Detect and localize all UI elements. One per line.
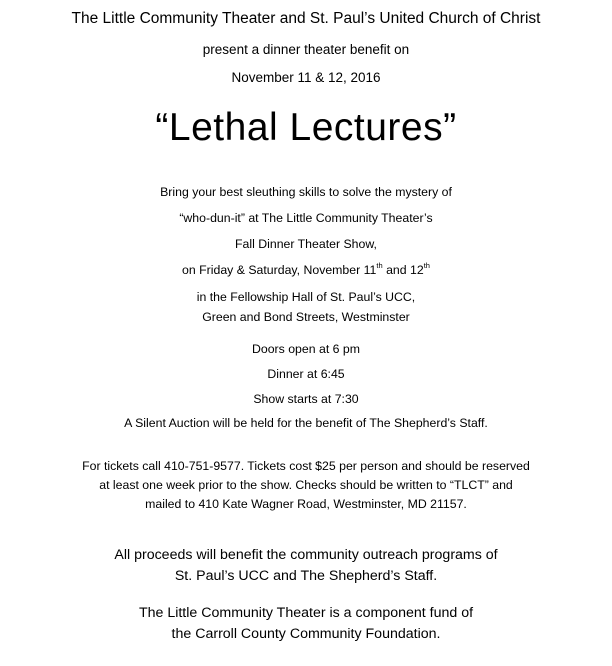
proceeds-line-1: All proceeds will benefit the community outreach programs of: [114, 547, 498, 563]
date-text-b: and 12: [382, 263, 424, 277]
doors-open: Doors open at 6 pm: [251, 342, 360, 356]
date-suffix-1: th: [376, 260, 383, 270]
proceeds-line-2: St. Paul’s UCC and The Shepherd’s Staff.: [174, 568, 438, 584]
description-line-1: Bring your best sleuthing skills to solve the mystery of: [160, 185, 452, 199]
description-line-3: Fall Dinner Theater Show,: [235, 237, 377, 251]
show-title: “Lethal Lectures”: [155, 106, 457, 149]
description-line-4: [0, 260, 612, 277]
silent-auction: A Silent Auction will be held for the benefit of The Shepherd’s Staff.: [124, 416, 488, 430]
foundation-line-2: the Carroll County Community Foundation.: [171, 626, 441, 642]
foundation-line-1: The Little Community Theater is a component fund of: [138, 605, 474, 621]
description-line-5: in the Fellowship Hall of St. Paul’s UCC,: [196, 290, 416, 304]
dinner-time: Dinner at 6:45: [267, 367, 345, 381]
date-text-a: on Friday & Saturday, November 11: [182, 263, 377, 277]
tickets-line-3: mailed to 410 Kate Wagner Road, Westminster, MD 21157.: [145, 497, 467, 511]
tickets-line-2: at least one week prior to the show. Checks should be written to “TLCT” and: [99, 478, 513, 492]
date-suffix-2: th: [423, 260, 430, 270]
event-dates: November 11 & 12, 2016: [231, 70, 381, 85]
description-line-6: Green and Bond Streets, Westminster: [202, 310, 410, 324]
description-line-2: “who-dun-it” at The Little Community Theater’s: [179, 211, 433, 225]
present-line: present a dinner theater benefit on: [202, 42, 410, 57]
show-time: Show starts at 7:30: [253, 392, 359, 406]
tickets-line-1: For tickets call 410-751-9577. Tickets cost $25 per person and should be reserved: [82, 459, 530, 473]
presenters-line: The Little Community Theater and St. Paul’s United Church of Christ: [71, 10, 541, 27]
